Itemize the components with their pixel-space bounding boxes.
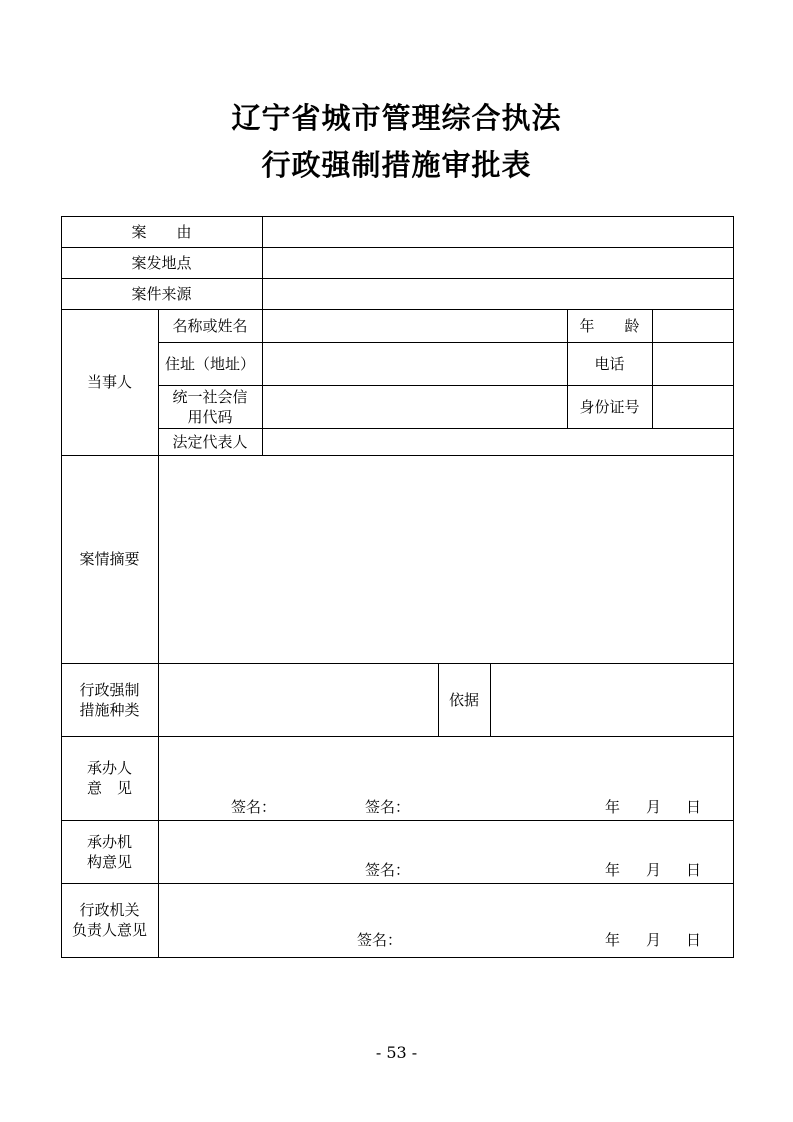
document-title-line2: 行政强制措施审批表 (261, 148, 532, 182)
address-field[interactable] (263, 343, 567, 385)
party-label: 当事人 (86, 373, 132, 391)
leader-opinion-field[interactable] (159, 884, 733, 930)
handler-opinion-field[interactable] (159, 737, 733, 797)
handler-sign-label-1: 签名： (231, 798, 277, 816)
table-border (733, 216, 734, 958)
org-month-label: 月 (646, 861, 662, 879)
case-source-label: 案件来源 (131, 284, 192, 303)
page-number: - 53 - (375, 1043, 418, 1062)
leader-month-label: 月 (646, 931, 662, 949)
age-label: 年 龄 (579, 316, 640, 335)
legal-rep-field[interactable] (263, 429, 733, 455)
legal-rep-label: 法定代表人 (172, 432, 248, 451)
id-number-label: 身份证号 (579, 397, 640, 416)
leader-sign-label: 签名： (357, 931, 403, 949)
address-label: 住址（地址） (164, 354, 255, 373)
leader-year-label: 年 (605, 931, 621, 949)
measure-type-field[interactable] (159, 664, 438, 736)
handler-opinion-label: 承办人 意 见 (86, 759, 132, 797)
case-location-field[interactable] (263, 248, 733, 278)
phone-field[interactable] (653, 343, 733, 385)
org-day-label: 日 (686, 861, 702, 879)
handler-year-label: 年 (605, 798, 621, 816)
id-number-field[interactable] (653, 386, 733, 428)
handler-month-label: 月 (646, 798, 662, 816)
leader-opinion-label: 行政机关 负责人意见 (71, 901, 147, 939)
case-reason-label: 案 由 (131, 222, 192, 241)
measure-type-label: 行政强制 措施种类 (79, 680, 140, 719)
org-opinion-label: 承办机 构意见 (86, 832, 132, 871)
case-reason-field[interactable] (263, 217, 733, 247)
case-location-label: 案发地点 (131, 253, 192, 272)
phone-label: 电话 (594, 354, 625, 373)
org-year-label: 年 (605, 861, 621, 879)
age-field[interactable] (653, 310, 733, 342)
handler-sign-label-2: 签名： (365, 798, 411, 816)
document-title-line1: 辽宁省城市管理综合执法 (231, 101, 562, 135)
table-border (61, 957, 734, 958)
basis-field[interactable] (491, 664, 733, 736)
name-label: 名称或姓名 (172, 316, 248, 335)
name-field[interactable] (263, 310, 567, 342)
basis-label: 依据 (448, 690, 479, 709)
case-summary-label: 案情摘要 (79, 550, 140, 568)
leader-day-label: 日 (686, 931, 702, 949)
handler-day-label: 日 (686, 798, 702, 816)
credit-code-field[interactable] (263, 386, 567, 428)
case-summary-field[interactable] (159, 456, 733, 663)
org-opinion-field[interactable] (159, 821, 733, 859)
credit-code-label: 统一社会信 用代码 (172, 387, 248, 426)
case-source-field[interactable] (263, 279, 733, 309)
org-sign-label: 签名： (365, 861, 411, 879)
